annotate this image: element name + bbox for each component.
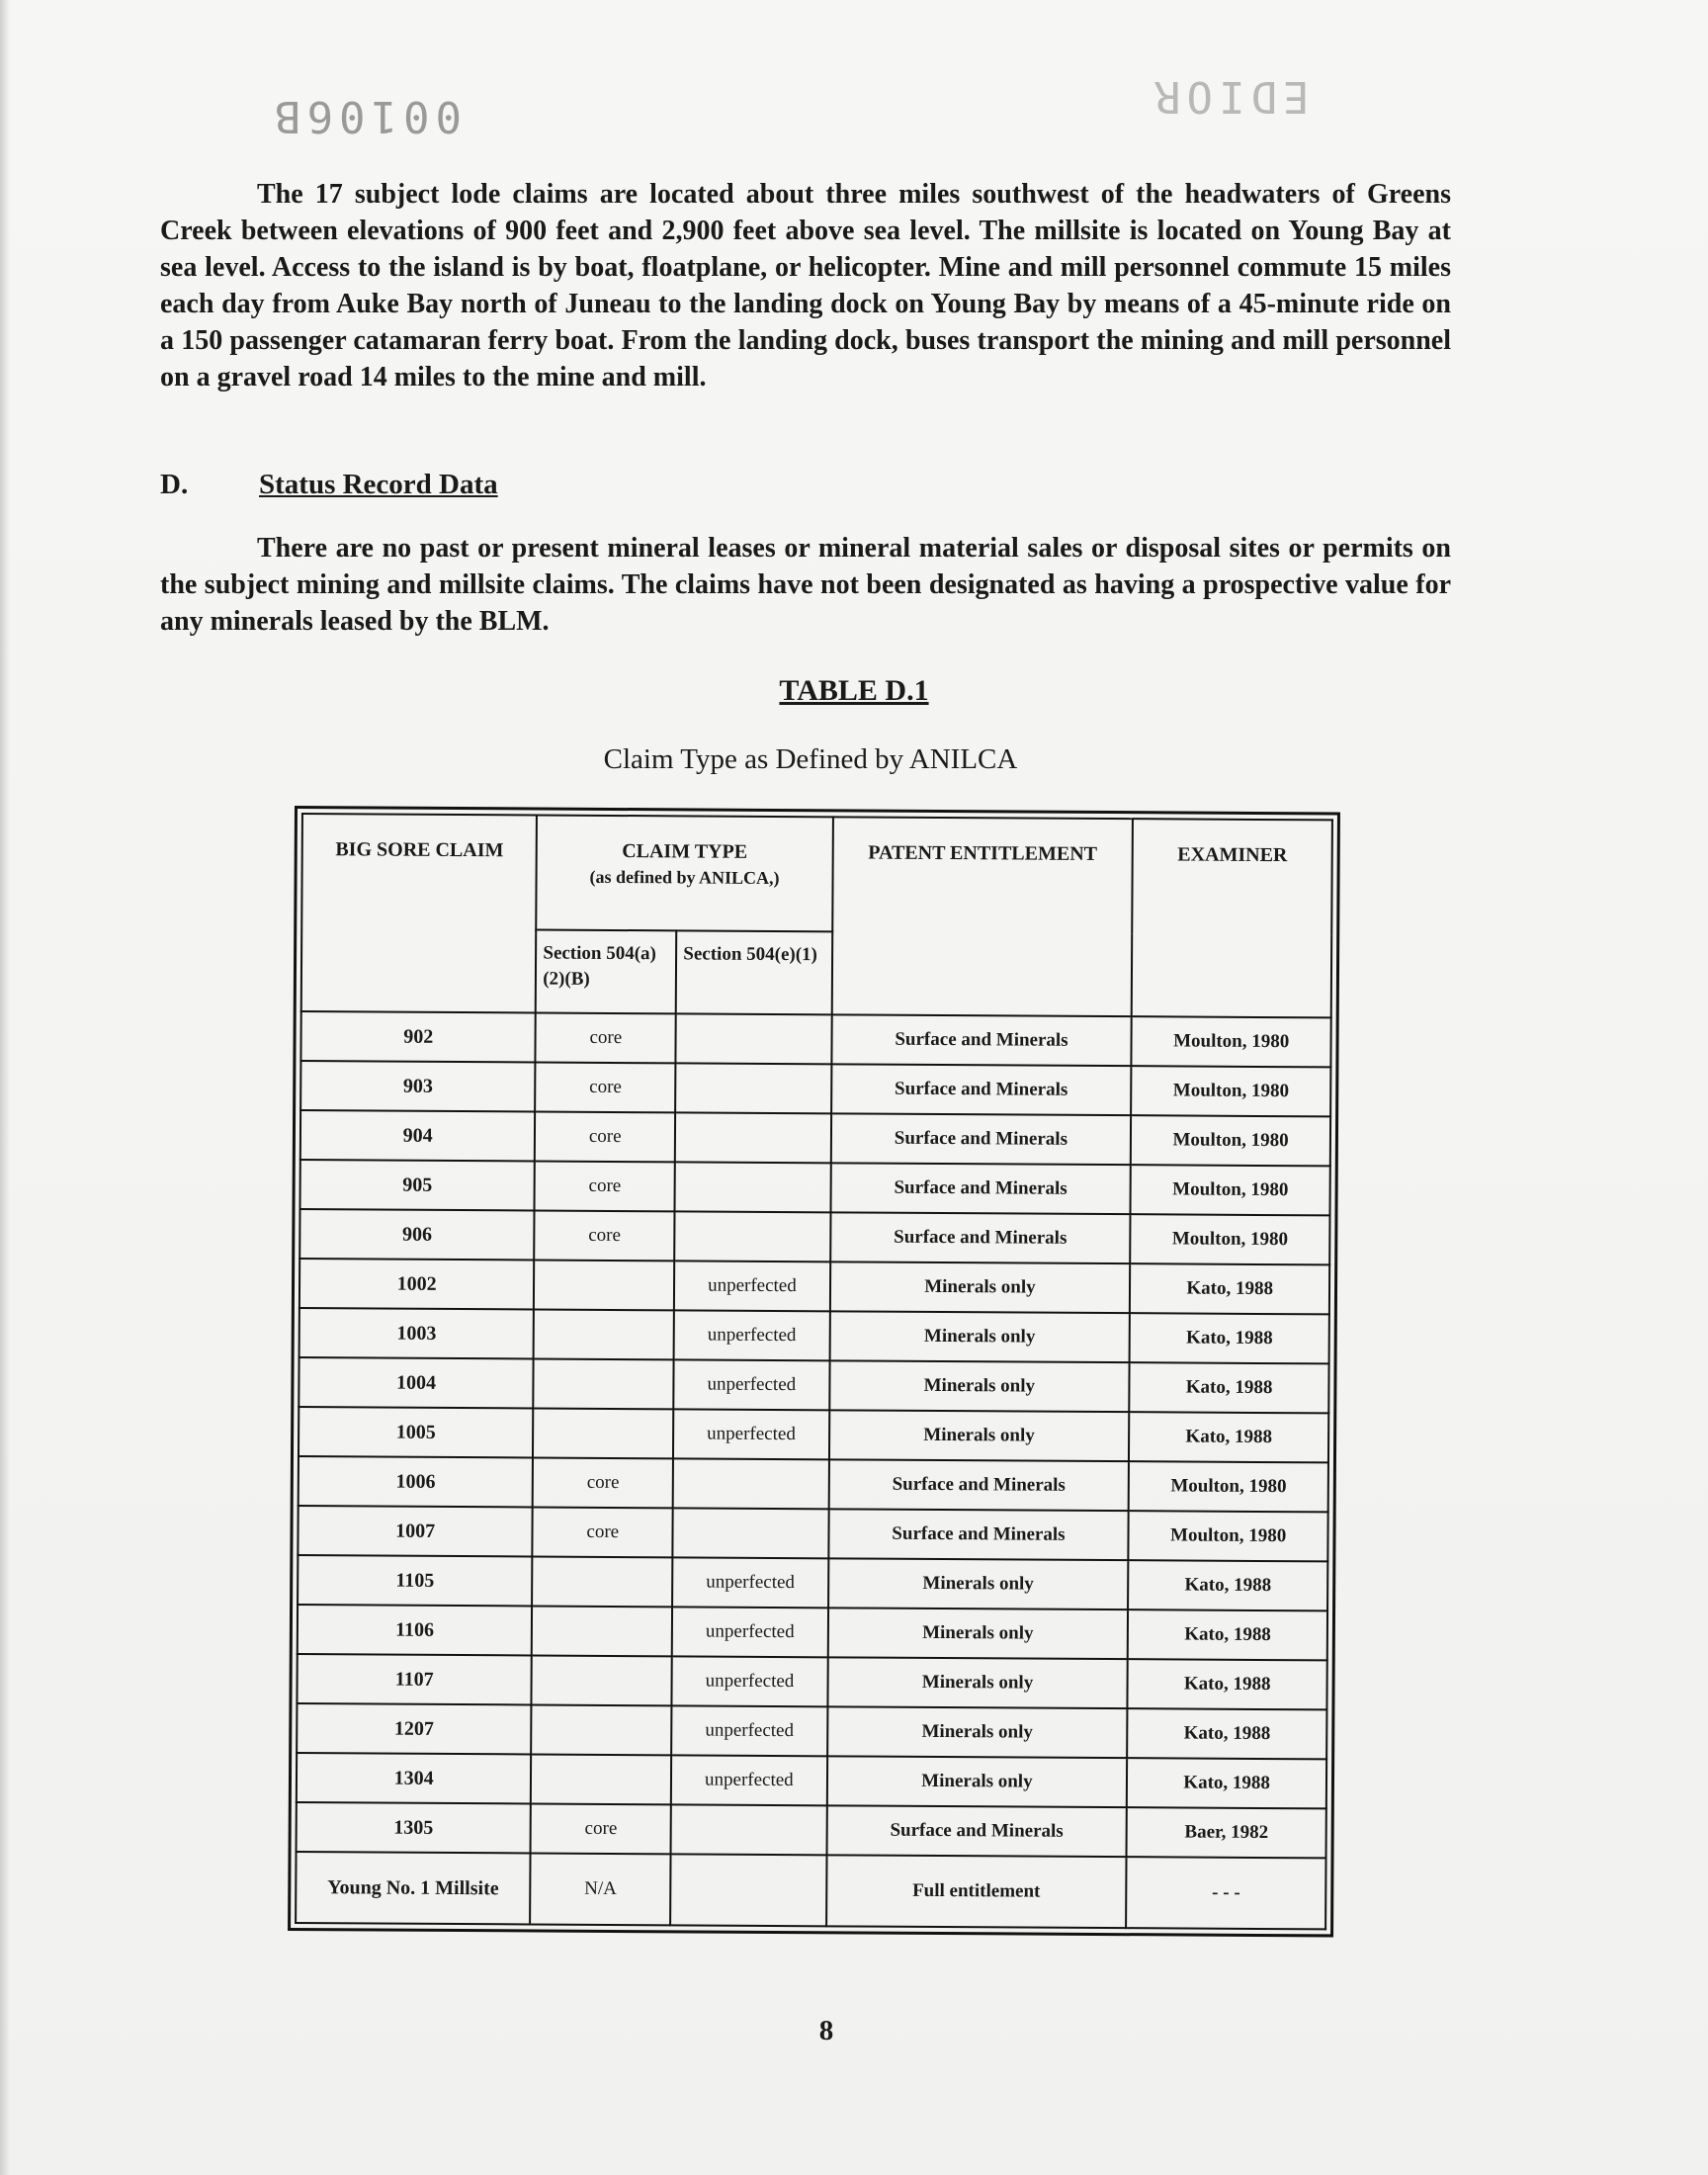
table-row <box>297 1802 1326 1858</box>
cell-examiner: Moulton, 1980 <box>1132 1016 1331 1067</box>
cell-claim: 905 <box>300 1160 536 1210</box>
cell-patent: Surface and Minerals <box>828 1459 1129 1511</box>
cell-section-e: unperfected <box>671 1705 827 1756</box>
cell-section-a <box>534 1309 674 1359</box>
cell-claim: 1105 <box>298 1555 533 1606</box>
table-row <box>296 1852 1325 1929</box>
table-row <box>298 1555 1327 1610</box>
cell-patent: Minerals only <box>827 1608 1128 1659</box>
table-row <box>299 1259 1329 1314</box>
table-body <box>296 1011 1331 1929</box>
page-number: 8 <box>818 2015 834 2046</box>
header-patent: PATENT ENTITLEMENT <box>831 817 1133 1016</box>
cell-section-e: unperfected <box>671 1755 827 1805</box>
claims-table <box>295 813 1333 1930</box>
cell-section-a <box>532 1606 672 1656</box>
section-title: Status Record Data <box>259 469 498 500</box>
cell-examiner: Kato, 1988 <box>1127 1708 1326 1759</box>
header-claim-type-label: CLAIM TYPE <box>622 840 748 863</box>
cell-examiner: Kato, 1988 <box>1130 1263 1329 1314</box>
document-stamp-right: EDIOR <box>1149 71 1310 122</box>
cell-patent: Minerals only <box>827 1706 1128 1758</box>
cell-claim: 1004 <box>299 1357 534 1408</box>
header-claim-type <box>537 815 833 931</box>
cell-claim: 1305 <box>297 1802 532 1853</box>
cell-patent: Surface and Minerals <box>826 1805 1127 1857</box>
cell-section-a: core <box>533 1457 673 1508</box>
cell-section-e: unperfected <box>674 1261 830 1311</box>
cell-section-a: core <box>535 1210 675 1261</box>
cell-section-e <box>674 1211 830 1262</box>
table-header-row <box>301 814 1332 934</box>
table-row <box>297 1753 1326 1808</box>
cell-section-a <box>532 1556 672 1607</box>
cell-claim: 1002 <box>299 1259 535 1309</box>
cell-section-a <box>531 1754 671 1804</box>
cell-claim: Young No. 1 Millsite <box>296 1852 531 1924</box>
cell-patent: Minerals only <box>829 1360 1130 1412</box>
table-row <box>297 1654 1326 1709</box>
cell-patent: Minerals only <box>829 1262 1130 1313</box>
cell-claim: 1003 <box>299 1308 535 1358</box>
table-row <box>298 1605 1327 1660</box>
header-examiner: EXAMINER <box>1132 819 1332 1017</box>
table-row <box>299 1308 1329 1363</box>
header-section-e: Section 504(e)(1) <box>676 930 832 1014</box>
table-row <box>299 1357 1328 1413</box>
cell-section-a: core <box>536 1012 676 1063</box>
cell-section-e: unperfected <box>674 1310 830 1360</box>
cell-claim: 1005 <box>299 1407 534 1457</box>
cell-claim: 1304 <box>297 1753 532 1803</box>
cell-examiner: Kato, 1988 <box>1129 1412 1328 1462</box>
cell-claim: 1007 <box>298 1506 533 1556</box>
cell-examiner: Kato, 1988 <box>1128 1610 1327 1660</box>
table-row <box>300 1160 1330 1215</box>
cell-patent: Surface and Minerals <box>830 1212 1131 1263</box>
cell-examiner: Kato, 1988 <box>1130 1313 1329 1363</box>
cell-section-a <box>531 1704 671 1755</box>
table-row <box>300 1011 1330 1067</box>
cell-patent: Surface and Minerals <box>830 1113 1131 1165</box>
cell-patent: Minerals only <box>828 1558 1129 1610</box>
cell-patent: Minerals only <box>826 1756 1127 1807</box>
cell-section-e <box>676 1013 832 1064</box>
table-row <box>298 1506 1327 1561</box>
cell-section-e <box>675 1162 831 1212</box>
cell-section-a <box>532 1655 672 1705</box>
cell-section-e: unperfected <box>672 1557 828 1608</box>
cell-section-e <box>673 1458 829 1509</box>
cell-patent: Full entitlement <box>826 1855 1127 1928</box>
cell-section-a <box>534 1260 674 1310</box>
table-title: TABLE D.1 <box>779 674 929 707</box>
header-claim-type-sub: (as defined by ANILCA,) <box>589 866 780 888</box>
cell-claim: 1106 <box>298 1605 533 1655</box>
cell-section-e <box>675 1063 831 1113</box>
cell-examiner: Moulton, 1980 <box>1129 1511 1328 1561</box>
table-subtitle: Claim Type as Defined by ANILCA <box>603 743 1018 775</box>
cell-claim: 1207 <box>297 1703 532 1754</box>
cell-section-e: unperfected <box>672 1607 828 1657</box>
cell-patent: Minerals only <box>829 1410 1130 1461</box>
table-row <box>299 1209 1329 1264</box>
cell-claim: 1107 <box>297 1654 532 1704</box>
cell-examiner: - - - <box>1126 1857 1325 1929</box>
cell-section-a: core <box>535 1062 675 1112</box>
cell-examiner: Moulton, 1980 <box>1131 1115 1330 1166</box>
table-row <box>300 1061 1330 1116</box>
cell-section-e <box>675 1112 831 1163</box>
cell-claim: 904 <box>300 1110 536 1161</box>
cell-examiner: Kato, 1988 <box>1127 1758 1326 1808</box>
cell-patent: Surface and Minerals <box>831 1064 1132 1115</box>
cell-section-a: core <box>535 1111 675 1162</box>
table-row <box>299 1407 1328 1462</box>
cell-claim: 903 <box>300 1061 536 1111</box>
table-row <box>300 1110 1330 1166</box>
cell-section-e <box>673 1508 829 1558</box>
cell-examiner: Moulton, 1980 <box>1131 1066 1330 1116</box>
cell-claim: 902 <box>300 1011 536 1062</box>
cell-examiner: Moulton, 1980 <box>1129 1461 1328 1512</box>
cell-section-a: core <box>531 1803 671 1854</box>
claims-table-frame <box>288 806 1340 1937</box>
status-paragraph: There are no past or present mineral leases or mineral material sales or disposal sites or permits on the subject mining and millsite claims. The claims have not been designated as having a prospective value for any minerals leased by the BLM. <box>160 533 1451 637</box>
cell-section-a: core <box>533 1507 673 1557</box>
cell-examiner: Kato, 1988 <box>1128 1659 1327 1709</box>
header-section-a: Section 504(a)(2)(B) <box>536 929 676 1013</box>
cell-section-e <box>671 1804 827 1855</box>
document-stamp-left: 00106B <box>269 91 462 141</box>
cell-section-a: core <box>535 1161 675 1211</box>
cell-patent: Surface and Minerals <box>831 1014 1132 1066</box>
cell-section-a <box>534 1358 674 1409</box>
cell-section-a <box>533 1408 673 1458</box>
cell-claim: 906 <box>299 1209 535 1260</box>
cell-examiner: Kato, 1988 <box>1130 1362 1329 1413</box>
cell-patent: Surface and Minerals <box>830 1163 1131 1214</box>
header-claim: BIG SORE CLAIM <box>301 814 538 1012</box>
cell-section-e: unperfected <box>673 1409 829 1459</box>
cell-section-a: N/A <box>530 1853 670 1925</box>
cell-examiner: Moulton, 1980 <box>1130 1214 1329 1264</box>
cell-section-e: unperfected <box>672 1656 828 1706</box>
cell-patent: Surface and Minerals <box>828 1509 1129 1560</box>
cell-examiner: Moulton, 1980 <box>1131 1165 1330 1215</box>
intro-paragraph: The 17 subject lode claims are located about three miles southwest of the headwaters of Greens Creek between elevations of 900 feet and 2,900 feet above sea level. The millsite is located on Young Bay at sea level. Access to the island is by boat, floatplane, or helicopter. Mine and mill personnel commute 15 miles each day from Auke Bay north of Juneau to the landing dock on Young Bay by means of a 45-minute ride on a 150 passenger catamaran ferry boat. From the landing dock, buses transport the mining and mill personnel on a gravel road 14 miles to the mine and mill. <box>160 179 1451 392</box>
cell-examiner: Kato, 1988 <box>1128 1560 1327 1610</box>
cell-examiner: Baer, 1982 <box>1127 1807 1326 1858</box>
section-heading <box>160 469 498 501</box>
cell-patent: Minerals only <box>827 1657 1128 1708</box>
section-letter: D. <box>160 469 189 500</box>
table-row <box>299 1456 1328 1512</box>
cell-section-e: unperfected <box>673 1359 829 1410</box>
cell-section-e <box>670 1854 826 1926</box>
cell-claim: 1006 <box>299 1456 534 1507</box>
table-row <box>297 1703 1326 1759</box>
cell-patent: Minerals only <box>829 1311 1130 1362</box>
page-edge-shadow <box>0 0 10 2175</box>
